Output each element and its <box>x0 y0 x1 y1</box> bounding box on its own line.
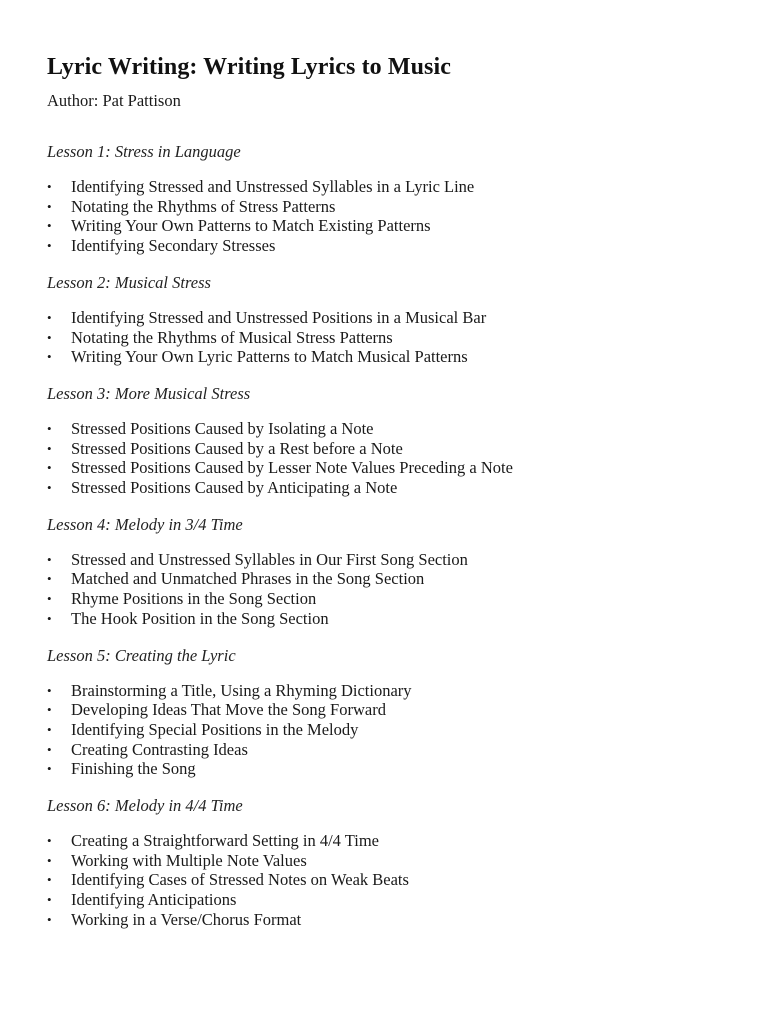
lesson-section <box>47 514 728 629</box>
topic-item <box>47 589 728 609</box>
topic-list <box>47 308 728 367</box>
topic-item <box>47 569 728 589</box>
topic-item <box>47 347 728 367</box>
topic-text: Rhyme Positions in the Song Section <box>71 589 317 609</box>
topic-item <box>47 681 728 701</box>
bullet-icon: • <box>47 198 52 214</box>
topic-item <box>47 609 728 629</box>
topic-item <box>47 419 728 439</box>
lesson-section <box>47 141 728 256</box>
bullet-icon: • <box>47 892 52 908</box>
topic-text: Identifying Cases of Stressed Notes on Weak Beats <box>71 870 409 890</box>
bullet-icon: • <box>47 329 52 345</box>
topic-item <box>47 478 728 498</box>
topic-text: Working with Multiple Note Values <box>71 850 307 870</box>
topic-text: Stressed Positions Caused by a Rest before a Note <box>71 438 403 458</box>
topic-list <box>47 550 728 629</box>
topic-item <box>47 759 728 779</box>
topic-text: Stressed Positions Caused by Isolating a Note <box>71 418 374 438</box>
topic-text: Creating a Straightforward Setting in 4/4 Time <box>71 831 379 851</box>
topic-item <box>47 831 728 851</box>
bullet-icon: • <box>47 852 52 868</box>
topic-text: Identifying Special Positions in the Melody <box>71 719 359 739</box>
topic-text: Identifying Secondary Stresses <box>71 236 276 256</box>
bullet-icon: • <box>47 682 52 698</box>
topic-item <box>47 236 728 256</box>
topic-text: Identifying Stressed and Unstressed Syllables in a Lyric Line <box>71 177 475 196</box>
topic-text: Stressed and Unstressed Syllables in Our First Song Section <box>71 549 468 569</box>
bullet-icon: • <box>47 833 52 849</box>
bullet-icon: • <box>47 591 52 607</box>
topic-item <box>47 550 728 570</box>
topic-text: Matched and Unmatched Phrases in the Song Section <box>71 569 425 589</box>
topic-text: Writing Your Own Lyric Patterns to Match Musical Patterns <box>71 347 468 367</box>
topic-item <box>47 851 728 871</box>
bullet-icon: • <box>47 238 52 254</box>
topic-list <box>47 681 728 780</box>
bullet-icon: • <box>47 440 52 456</box>
topic-item <box>47 439 728 459</box>
topic-text: Stressed Positions Caused by Anticipating a Note <box>71 478 398 498</box>
lesson-title: Lesson 5: Creating the Lyric <box>47 645 236 665</box>
topic-item <box>47 197 728 217</box>
bullet-icon: • <box>47 218 52 234</box>
topic-item <box>47 740 728 760</box>
topic-list <box>47 177 728 256</box>
topic-item <box>47 458 728 478</box>
topic-text: Developing Ideas That Move the Song Forward <box>71 700 386 720</box>
topic-text: Finishing the Song <box>71 759 196 779</box>
bullet-icon: • <box>47 309 52 325</box>
topic-text: Identifying Stressed and Unstressed Positions in a Musical Bar <box>71 307 487 327</box>
topic-item <box>47 870 728 890</box>
lesson-title: Lesson 1: Stress in Language <box>47 142 241 161</box>
bullet-icon: • <box>47 761 52 777</box>
bullet-icon: • <box>47 420 52 436</box>
topic-item <box>47 216 728 236</box>
topic-text: Creating Contrasting Ideas <box>71 739 248 759</box>
lesson-title: Lesson 2: Musical Stress <box>47 272 211 292</box>
bullet-icon: • <box>47 911 52 927</box>
topic-text: Stressed Positions Caused by Lesser Note Values Preceding a Note <box>71 458 513 478</box>
bullet-icon: • <box>47 721 52 737</box>
topic-text: Brainstorming a Title, Using a Rhyming Dictionary <box>71 680 412 700</box>
topic-item <box>47 890 728 910</box>
bullet-icon: • <box>47 872 52 888</box>
bullet-icon: • <box>47 179 52 194</box>
bullet-icon: • <box>47 551 52 567</box>
lesson-section <box>47 272 728 367</box>
lesson-title: Lesson 3: More Musical Stress <box>47 383 251 403</box>
lesson-section <box>47 645 728 780</box>
lessons-list <box>47 141 728 930</box>
bullet-icon: • <box>47 610 52 626</box>
lesson-title: Lesson 4: Melody in 3/4 Time <box>47 514 243 534</box>
bullet-icon: • <box>47 741 52 757</box>
bullet-icon: • <box>47 702 52 718</box>
topic-text: Writing Your Own Patterns to Match Existing Patterns <box>71 216 431 236</box>
topic-item <box>47 700 728 720</box>
document-title: Lyric Writing: Writing Lyrics to Music <box>47 54 452 80</box>
bullet-icon: • <box>47 571 52 587</box>
bullet-icon: • <box>47 480 52 496</box>
topic-item <box>47 177 728 197</box>
topic-text: The Hook Position in the Song Section <box>71 608 329 628</box>
lesson-section <box>47 795 728 930</box>
topic-text: Identifying Anticipations <box>71 890 237 910</box>
bullet-icon: • <box>47 349 52 365</box>
topic-item <box>47 720 728 740</box>
topic-item <box>47 308 728 328</box>
topic-item <box>47 328 728 348</box>
lesson-title: Lesson 6: Melody in 4/4 Time <box>47 796 243 816</box>
lesson-section <box>47 383 728 498</box>
author-line: Author: Pat Pattison <box>47 91 181 110</box>
topic-text: Working in a Verse/Chorus Format <box>71 909 302 929</box>
topic-text: Notating the Rhythms of Musical Stress Patterns <box>71 327 393 347</box>
topic-item <box>47 910 728 930</box>
topic-list <box>47 831 728 930</box>
bullet-icon: • <box>47 460 52 476</box>
topic-text: Notating the Rhythms of Stress Patterns <box>71 196 336 216</box>
topic-list <box>47 419 728 498</box>
